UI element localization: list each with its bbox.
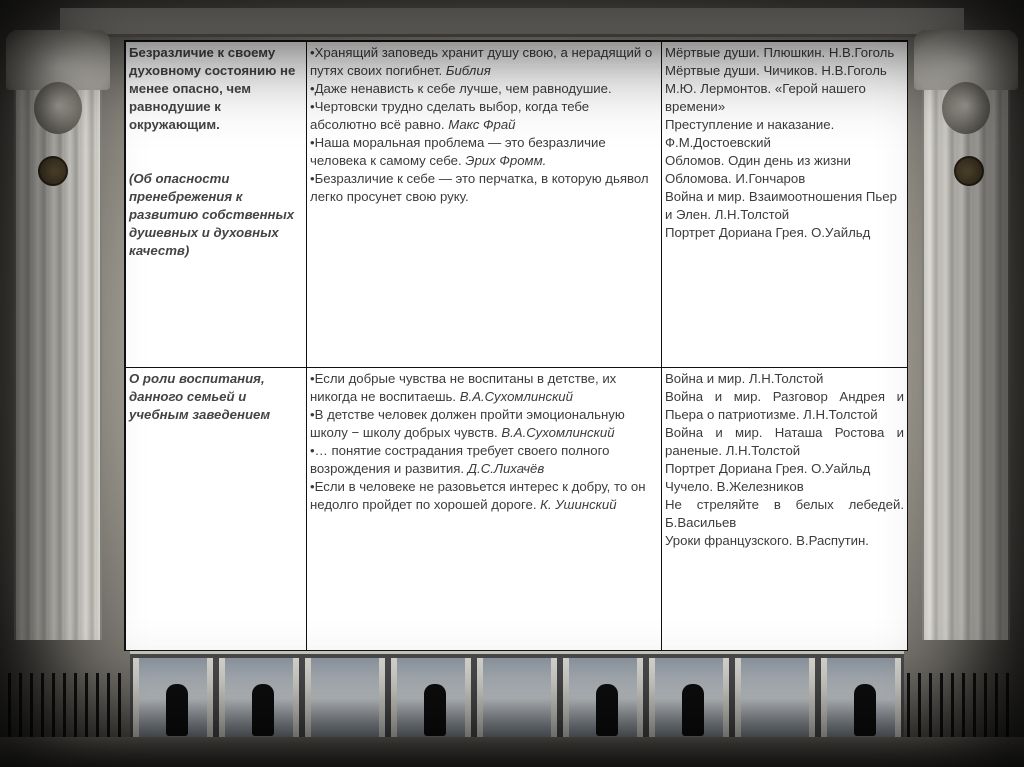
floor <box>0 737 1024 767</box>
quote-text: •Безразличие к себе — это перчатка, в которую дьявол легко просунет свою руку. <box>310 171 649 204</box>
frieze-panel <box>477 658 557 740</box>
silhouette-figure <box>166 684 188 736</box>
quote-author: Д.С.Лихачёв <box>467 461 545 476</box>
quote-item <box>310 170 658 206</box>
quote-author: В.А.Сухомлинский <box>459 389 573 404</box>
quote-text: •Даже ненависть к себе лучше, чем равнодушие. <box>310 81 612 96</box>
quote-item <box>310 134 658 170</box>
quote-author: К. Ушинский <box>540 497 617 512</box>
work-item: Уроки французского. В.Распутин. <box>665 533 869 548</box>
work-item: Война и мир. Наташа Ростова и раненые. Л.Н.Толстой <box>665 425 904 458</box>
frieze-panel <box>305 658 385 740</box>
work-item: Портрет Дориана Грея. О.Уайльд <box>665 225 871 240</box>
frieze-panel <box>133 658 213 740</box>
quote-item <box>310 478 658 514</box>
silhouette-figure <box>596 684 618 736</box>
work-item: Портрет Дориана Грея. О.Уайльд <box>665 461 871 476</box>
work-item: Чучело. В.Железников <box>665 479 804 494</box>
work-item: М.Ю. Лермонтов. «Герой нашего времени» <box>665 81 866 114</box>
column-capital <box>6 30 110 90</box>
iron-fence <box>896 673 1016 743</box>
table-row <box>126 42 908 368</box>
silhouette-figure <box>252 684 274 736</box>
works-cell <box>662 368 908 651</box>
table-row <box>126 368 908 651</box>
frieze-panel <box>219 658 299 740</box>
quote-author: Эрих Фромм. <box>465 153 547 168</box>
quotes-cell <box>307 42 662 368</box>
quote-text: •Если добрые чувства не воспитаны в детстве, их никогда не воспитаешь. <box>310 371 617 404</box>
frieze-panel <box>391 658 471 740</box>
iron-fence <box>8 673 128 743</box>
silhouette-figure <box>424 684 446 736</box>
work-item: Мёртвые души. Чичиков. Н.В.Гоголь <box>665 63 887 78</box>
work-item: Война и мир. Л.Н.Толстой <box>665 371 824 386</box>
literature-table <box>124 40 908 651</box>
cornice <box>60 8 964 37</box>
frieze-panel <box>821 658 901 740</box>
lion-head-ornament <box>34 82 82 134</box>
silhouette-figure <box>854 684 876 736</box>
quote-author: Библия <box>445 63 491 78</box>
quote-text: •В детстве человек должен пройти эмоциональную школу − школу добрых чувств. <box>310 407 625 440</box>
works-cell <box>662 42 908 368</box>
hanging-medallion <box>38 156 68 186</box>
work-item: Преступление и наказание. Ф.М.Достоевский <box>665 117 835 150</box>
quote-text: •Если в человеке не разовьется интерес к добру, то он недолго пройдет по хорошей дороге. <box>310 479 646 512</box>
argument-table <box>125 41 908 651</box>
work-item: Обломов. Один день из жизни Обломова. И.Гончаров <box>665 153 851 186</box>
work-item: Война и мир. Разговор Андрея и Пьера о патриотизме. Л.Н.Толстой <box>665 389 904 422</box>
quote-text: •Наша моральная проблема — это безразличие человека к самому себе. <box>310 135 606 168</box>
topic-cell <box>126 368 307 651</box>
frieze-panel <box>649 658 729 740</box>
silhouette-figure <box>682 684 704 736</box>
quote-item <box>310 370 658 406</box>
frieze-panel <box>563 658 643 740</box>
quote-item <box>310 44 658 80</box>
hanging-medallion <box>954 156 984 186</box>
topic-title: Безразличие к своему духовному состоянию не менее опасно, чем равнодушие к окружающим. <box>129 45 296 132</box>
right-column <box>922 30 1010 640</box>
work-item: Не стреляйте в белых лебедей. Б.Васильев <box>665 497 904 530</box>
quote-text: •Хранящий заповедь хранит душу свою, а нерадящий о путях своих погибнет. <box>310 45 653 78</box>
quote-item <box>310 80 658 98</box>
quote-item <box>310 442 658 478</box>
left-column <box>14 30 102 640</box>
silhouette-frieze <box>130 648 904 750</box>
quote-author: В.А.Сухомлинский <box>501 425 615 440</box>
lion-head-ornament <box>942 82 990 134</box>
topic-cell <box>126 42 307 368</box>
topic-note: (Об опасности пренебрежения к развитию собственных душевных и духовных качеств) <box>129 171 295 258</box>
quote-text: •Чертовски трудно сделать выбор, когда тебе абсолютно всё равно. <box>310 99 590 132</box>
work-item: Мёртвые души. Плюшкин. Н.В.Гоголь <box>665 45 895 60</box>
quote-item <box>310 98 658 134</box>
column-capital <box>914 30 1018 90</box>
quotes-cell <box>307 368 662 651</box>
quote-item <box>310 406 658 442</box>
topic-title: О роли воспитания, данного семьей и учебным заведением <box>129 371 271 422</box>
quote-author: Макс Фрай <box>448 117 516 132</box>
quote-text: •… понятие сострадания требует своего полного возрождения и развития. <box>310 443 610 476</box>
work-item: Война и мир. Взаимоотношения Пьер и Элен. Л.Н.Толстой <box>665 189 897 222</box>
frieze-panel <box>735 658 815 740</box>
